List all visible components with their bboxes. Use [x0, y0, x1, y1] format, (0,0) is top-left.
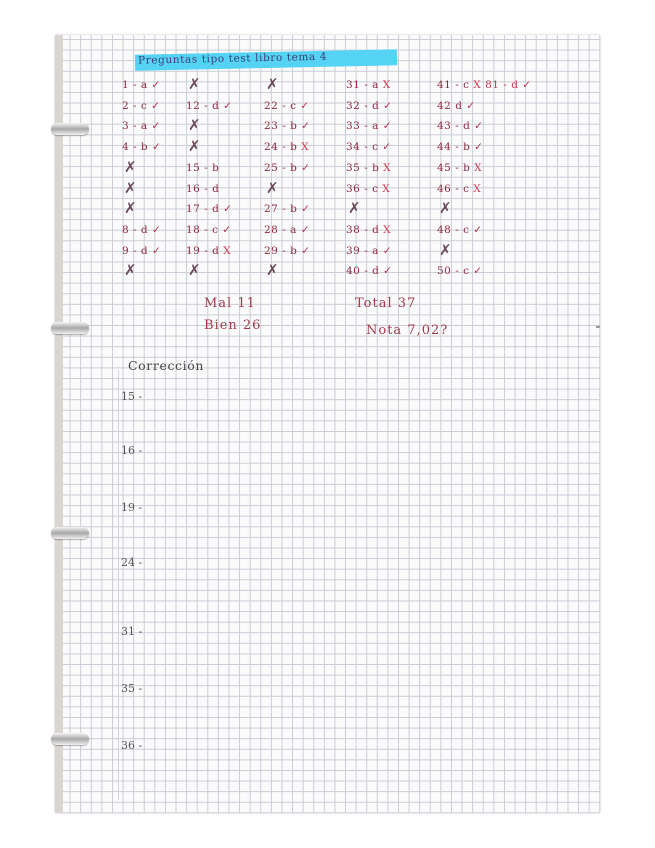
answer-text: 44 - b: [437, 141, 471, 154]
answer-item: [437, 162, 482, 174]
answer-text: 34 - c: [346, 141, 379, 154]
answer-item: [122, 120, 161, 132]
answer-item: [186, 162, 219, 174]
answer-item: [264, 245, 310, 257]
answer-item: [437, 141, 483, 153]
answer-item: [437, 224, 483, 236]
wrong-mark-icon: X: [470, 161, 483, 174]
answer-item: [186, 203, 232, 215]
wrong-mark-icon: X: [219, 244, 232, 257]
check-mark-icon: ✓: [148, 244, 162, 257]
answer-text: 32 - d: [346, 99, 380, 112]
correction-number: 31 -: [121, 625, 142, 638]
answer-text: 15 - b: [186, 161, 220, 174]
answer-item: [437, 183, 481, 195]
crossed-out-answer: ✗: [124, 157, 137, 176]
answer-item: [186, 245, 231, 257]
check-mark-icon: ✓: [219, 203, 233, 216]
check-mark-icon: ✓: [219, 99, 233, 112]
answer-text: 3 - a: [122, 120, 148, 133]
answer-item: [122, 141, 161, 153]
wrong-mark-icon: X: [469, 182, 482, 195]
check-mark-icon: ✓: [297, 120, 311, 133]
binder-ring: [51, 733, 89, 745]
check-mark-icon: ✓: [470, 141, 484, 154]
answer-item: [346, 245, 392, 257]
correction-number: 15 -: [121, 390, 142, 403]
answer-item: [437, 79, 532, 91]
crossed-out-answer: ✗: [439, 199, 452, 218]
answer-text: 22 - c: [264, 99, 297, 112]
answer-text: 40 - d: [346, 265, 380, 278]
answer-text: 46 - c: [437, 182, 470, 195]
answer-item: [346, 162, 391, 174]
answer-item: [346, 100, 392, 112]
check-mark-icon: ✓: [379, 265, 393, 278]
correction-number: 19 -: [121, 501, 142, 514]
section-title: Corrección: [128, 358, 205, 373]
answer-text: 19 - d: [186, 244, 220, 257]
crossed-out-answer: ✗: [188, 116, 201, 135]
answer-item: [122, 224, 161, 236]
answer-text: 36 - c: [346, 182, 379, 195]
binder-ring: [51, 322, 89, 334]
check-mark-icon: ✓: [297, 203, 311, 216]
answer-text: 41 - c: [437, 79, 470, 91]
answer-item: [346, 141, 392, 153]
check-mark-icon: ✓: [297, 244, 311, 257]
check-mark-icon: ✓: [470, 120, 484, 133]
answer-item: [346, 79, 391, 91]
answer-item: [264, 203, 310, 215]
correction-number: 36 -: [121, 739, 142, 752]
answer-text: 16 - d: [186, 182, 220, 195]
answer-text: 48 - c: [437, 223, 470, 236]
crossed-out-answer: ✗: [124, 261, 137, 280]
answer-item: [264, 224, 310, 236]
answer-item: [346, 265, 392, 277]
answer-item: [264, 120, 310, 132]
check-mark-icon: ✓: [296, 99, 310, 112]
check-mark-icon: ✓: [147, 79, 161, 91]
answer-item: [346, 183, 390, 195]
answer-text: 33 - a: [346, 120, 379, 133]
answer-text: 24 - b: [264, 141, 298, 154]
answer-text: 27 - b: [264, 203, 298, 216]
correction-number: 24 -: [121, 556, 142, 569]
wrong-mark-icon: X: [379, 223, 392, 236]
check-mark-icon: ✓: [462, 99, 476, 112]
answer-item: [264, 162, 310, 174]
check-mark-icon: ✓: [379, 99, 393, 112]
answer-text: 42 d: [437, 99, 463, 112]
answer-text: 4 - b: [122, 141, 149, 154]
answer-text: 23 - b: [264, 120, 298, 133]
crossed-out-answer: ✗: [188, 261, 201, 280]
answer-text: 25 - b: [264, 161, 298, 174]
answer-text: 38 - d: [346, 223, 380, 236]
summary-nota: Nota 7,02?: [366, 323, 449, 338]
wrong-mark-icon: X 81 - d ✓: [469, 79, 532, 91]
crossed-out-answer: ✗: [266, 75, 279, 93]
correction-number: 16 -: [121, 444, 142, 457]
answer-item: [186, 224, 232, 236]
answer-item: [437, 120, 483, 132]
answer-item: [264, 100, 310, 112]
answer-text: 50 - c: [437, 265, 470, 278]
answer-item: [186, 183, 219, 195]
check-mark-icon: ✓: [148, 223, 162, 236]
answer-item: [264, 141, 309, 153]
edge-mark: [596, 326, 600, 328]
answer-item: [437, 100, 476, 112]
answer-item: [437, 265, 483, 277]
answer-text: 2 - c: [122, 99, 148, 112]
crossed-out-answer: ✗: [348, 199, 361, 218]
answer-text: 18 - c: [186, 223, 219, 236]
correction-number: 35 -: [121, 682, 142, 695]
answer-text: 12 - d: [186, 99, 220, 112]
crossed-out-answer: ✗: [439, 240, 452, 259]
answer-text: 35 - b: [346, 161, 380, 174]
margin-line: [118, 370, 119, 800]
answer-item: [122, 245, 161, 257]
crossed-out-answer: ✗: [188, 75, 201, 93]
answer-text: 8 - d: [122, 223, 149, 236]
wrong-mark-icon: X: [378, 79, 391, 91]
check-mark-icon: ✓: [469, 223, 483, 236]
answer-text: 29 - b: [264, 244, 298, 257]
crossed-out-answer: ✗: [124, 178, 137, 197]
crossed-out-answer: ✗: [266, 261, 279, 280]
answer-item: [346, 120, 392, 132]
answer-item: [122, 79, 161, 91]
answer-text: 1 - a: [122, 79, 148, 91]
binder-edge: [55, 35, 63, 813]
check-mark-icon: ✓: [297, 161, 311, 174]
answer-text: 17 - d: [186, 203, 220, 216]
wrong-mark-icon: X: [297, 141, 310, 154]
page-title: Preguntas tipo test libro tema 4: [137, 50, 328, 67]
crossed-out-answer: ✗: [188, 137, 201, 156]
summary-bien: Bien 26: [204, 318, 262, 333]
check-mark-icon: ✓: [147, 99, 161, 112]
binder-ring: [51, 123, 89, 135]
check-mark-icon: ✓: [148, 141, 162, 154]
answer-text: 39 - a: [346, 244, 379, 257]
crossed-out-answer: ✗: [266, 178, 279, 197]
answer-item: [346, 224, 391, 236]
check-mark-icon: ✓: [296, 223, 310, 236]
check-mark-icon: ✓: [378, 244, 392, 257]
answer-text: 45 - b: [437, 161, 471, 174]
check-mark-icon: ✓: [378, 141, 392, 154]
answer-text: 28 - a: [264, 223, 297, 236]
answer-item: [186, 100, 232, 112]
wrong-mark-icon: X: [378, 182, 391, 195]
check-mark-icon: ✓: [378, 120, 392, 133]
crossed-out-answer: ✗: [124, 199, 137, 218]
answer-text: 9 - d: [122, 244, 149, 257]
check-mark-icon: ✓: [469, 265, 483, 278]
binder-ring: [51, 527, 89, 539]
answer-text: 43 - d: [437, 120, 471, 133]
answer-item: [122, 100, 160, 112]
wrong-mark-icon: X: [379, 161, 392, 174]
summary-mal: Mal 11: [204, 296, 256, 311]
answer-text: 31 - a: [346, 79, 379, 91]
summary-total: Total 37: [355, 296, 417, 311]
check-mark-icon: ✓: [147, 120, 161, 133]
check-mark-icon: ✓: [218, 223, 232, 236]
